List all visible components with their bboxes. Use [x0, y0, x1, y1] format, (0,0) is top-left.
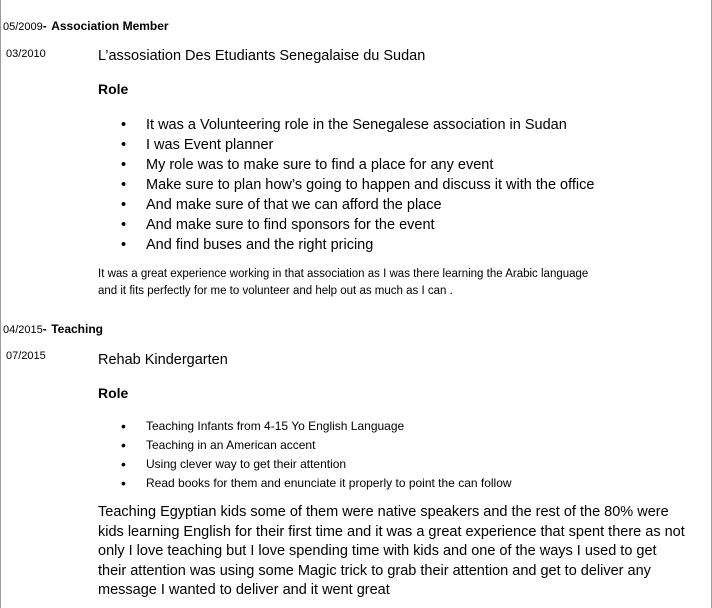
list-item: • Teaching Infants from 4-15 Yo English Language — [146, 417, 512, 436]
experience-summary — [98, 503, 698, 601]
list-item: • And make sure of that we can afford the place — [146, 195, 594, 215]
summary-line: only I love teaching but I love spending time with kids and one of the ways I used to get — [98, 543, 657, 559]
list-item: • Teaching in an American accent — [146, 436, 512, 455]
role-label: Role — [98, 81, 129, 97]
summary-line: and it fits perfectly for me to volunteer and help out as much as I can . — [98, 285, 453, 297]
role-bullet-list — [146, 115, 594, 255]
summary-line: their attention was using some Magic trick to grab their attention and get to deliver any — [98, 562, 651, 579]
summary-line: Teaching Egyptian kids some of them were native speakers and the rest of the 80% were — [98, 504, 669, 520]
section-title: Association Member — [51, 19, 169, 33]
end-date: 03/2010 — [6, 48, 46, 60]
section-title: Teaching — [51, 322, 104, 336]
organization-name: L’assosiation Des Etudiants Senegalaise du Sudan — [98, 48, 426, 64]
start-date: 05/2009 — [3, 21, 43, 33]
list-item: • Using clever way to get their attention — [146, 455, 512, 474]
end-date: 07/2015 — [6, 350, 46, 362]
date-dash: - — [42, 19, 47, 33]
summary-line: kids learning English for their first time and it was a great experience that spent there as not — [98, 523, 685, 540]
list-item: • It was a Volunteering role in the Senegalese association in Sudan — [146, 115, 594, 135]
date-dash: - — [42, 322, 47, 336]
experience-summary — [98, 266, 698, 300]
list-item: • My role was to make sure to find a place for any event — [146, 155, 594, 175]
list-item: • And make sure to find sponsors for the event — [146, 215, 594, 235]
role-label: Role — [98, 385, 129, 401]
list-item: • And find buses and the right pricing — [146, 235, 594, 255]
section-header-association — [3, 17, 169, 35]
list-item: • Read books for them and enunciate it properly to point the can follow — [146, 474, 512, 493]
role-bullet-list — [146, 417, 512, 493]
summary-line: It was a great experience working in that association as I was there learning the Arabic language — [98, 268, 589, 280]
section-header-teaching — [3, 320, 103, 338]
list-item: • I was Event planner — [146, 135, 594, 155]
list-item: • Make sure to plan how’s going to happen and discuss it with the office — [146, 175, 594, 195]
summary-line: message I wanted to deliver and it went great — [98, 582, 390, 598]
start-date: 04/2015 — [3, 324, 43, 336]
organization-name: Rehab Kindergarten — [98, 352, 228, 368]
